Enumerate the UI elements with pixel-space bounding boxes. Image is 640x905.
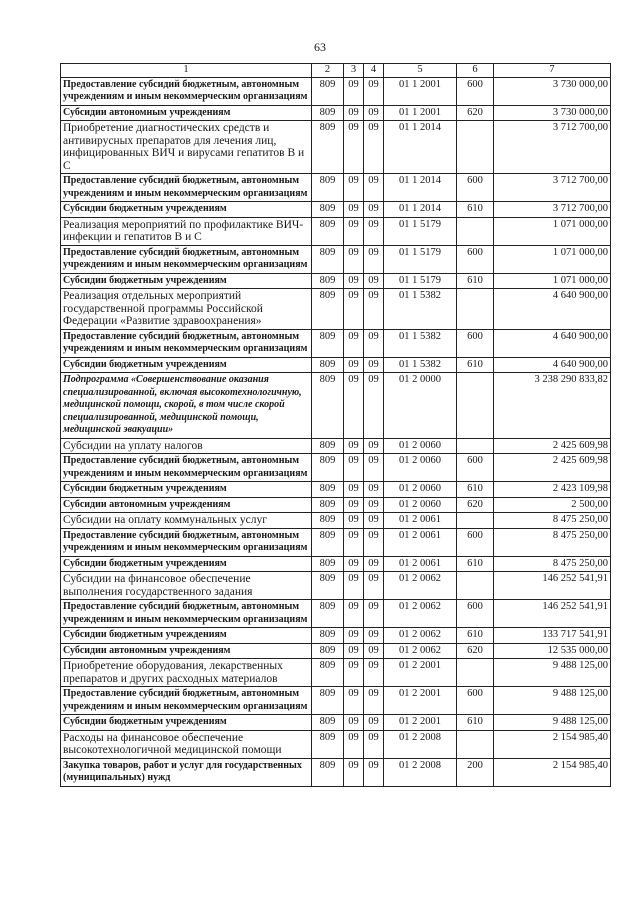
expense-type-cell: 600: [457, 600, 494, 628]
item-name-cell: Реализация отдельных мероприятий государственной программы Российской Федерации «Развитие здравоохранения»: [61, 289, 312, 330]
item-name-cell: Субсидии на финансовое обеспечение выполнения государственного задания: [61, 572, 312, 600]
target-article-cell: 01 1 5382: [384, 289, 457, 330]
target-article-cell: 01 2 0060: [384, 482, 457, 498]
amount-cell: 4 640 900,00: [494, 289, 611, 330]
target-article-cell: 01 2 2008: [384, 730, 457, 758]
section-code-cell: 09: [344, 730, 364, 758]
subsection-code-cell: 09: [364, 572, 384, 600]
amount-cell: 1 071 000,00: [494, 273, 611, 289]
header-col-3: 3: [344, 64, 364, 78]
amount-cell: 3 712 700,00: [494, 202, 611, 218]
item-name-cell: Субсидии автономным учреждениям: [61, 105, 312, 121]
table-row: [61, 528, 611, 556]
expense-type-cell: [457, 217, 494, 245]
target-article-cell: 01 2 0062: [384, 643, 457, 659]
section-code-cell: 09: [344, 628, 364, 644]
subsection-code-cell: 09: [364, 357, 384, 373]
subsection-code-cell: 09: [364, 497, 384, 513]
table-row: [61, 687, 611, 715]
table-row: [61, 482, 611, 498]
ved-code-cell: 809: [312, 454, 344, 482]
amount-cell: 146 252 541,91: [494, 600, 611, 628]
table-row: [61, 289, 611, 330]
ved-code-cell: 809: [312, 174, 344, 202]
expense-type-cell: 610: [457, 202, 494, 218]
amount-cell: 146 252 541,91: [494, 572, 611, 600]
ved-code-cell: 809: [312, 438, 344, 454]
target-article-cell: 01 1 5382: [384, 329, 457, 357]
subsection-code-cell: 09: [364, 245, 384, 273]
target-article-cell: 01 2 2001: [384, 659, 457, 687]
expense-type-cell: [457, 513, 494, 529]
amount-cell: 9 488 125,00: [494, 659, 611, 687]
subsection-code-cell: 09: [364, 628, 384, 644]
item-name-cell: Предоставление субсидий бюджетным, автономным учреждениям и иным некоммерческим организациям: [61, 528, 312, 556]
ved-code-cell: 809: [312, 217, 344, 245]
item-name-cell: Закупка товаров, работ и услуг для государственных (муниципальных) нужд: [61, 758, 312, 786]
amount-cell: 3 712 700,00: [494, 121, 611, 174]
item-name-cell: Предоставление субсидий бюджетным, автономным учреждениям и иным некоммерческим организациям: [61, 687, 312, 715]
item-name-cell: Субсидии автономным учреждениям: [61, 643, 312, 659]
amount-cell: 12 535 000,00: [494, 643, 611, 659]
section-code-cell: 09: [344, 373, 364, 439]
expense-type-cell: [457, 572, 494, 600]
target-article-cell: 01 1 2014: [384, 202, 457, 218]
table-row: [61, 600, 611, 628]
subsection-code-cell: 09: [364, 217, 384, 245]
expense-type-cell: 600: [457, 687, 494, 715]
item-name-cell: Предоставление субсидий бюджетным, автономным учреждениям и иным некоммерческим организациям: [61, 600, 312, 628]
subsection-code-cell: 09: [364, 289, 384, 330]
header-row: [61, 64, 611, 78]
ved-code-cell: 809: [312, 105, 344, 121]
item-name-cell: Субсидии автономным учреждениям: [61, 497, 312, 513]
section-code-cell: 09: [344, 482, 364, 498]
expense-type-cell: 200: [457, 758, 494, 786]
table-row: [61, 105, 611, 121]
section-code-cell: 09: [344, 715, 364, 731]
subsection-code-cell: 09: [364, 105, 384, 121]
ved-code-cell: 809: [312, 357, 344, 373]
target-article-cell: 01 2 0060: [384, 497, 457, 513]
subsection-code-cell: 09: [364, 482, 384, 498]
subsection-code-cell: 09: [364, 758, 384, 786]
header-col-6: 6: [457, 64, 494, 78]
item-name-cell: Приобретение оборудования, лекарственных препаратов и других расходных материалов: [61, 659, 312, 687]
item-name-cell: Предоставление субсидий бюджетным, автономным учреждениям и иным некоммерческим организациям: [61, 454, 312, 482]
target-article-cell: 01 1 5179: [384, 245, 457, 273]
target-article-cell: 01 2 0062: [384, 628, 457, 644]
page-number: 63: [314, 40, 326, 54]
subsection-code-cell: 09: [364, 556, 384, 572]
ved-code-cell: 809: [312, 715, 344, 731]
item-name-cell: Расходы на финансовое обеспечение высокотехнологичной медицинской помощи: [61, 730, 312, 758]
table-row: [61, 643, 611, 659]
item-name-cell: Приобретение диагностических средств и антивирусных препаратов для лечения лиц, инфицированных ВИЧ и вирусами гепатитов В и С: [61, 121, 312, 174]
expense-type-cell: 620: [457, 497, 494, 513]
expense-type-cell: [457, 730, 494, 758]
target-article-cell: 01 2 0061: [384, 556, 457, 572]
item-name-cell: Субсидии бюджетным учреждениям: [61, 482, 312, 498]
expense-type-cell: 600: [457, 528, 494, 556]
amount-cell: 2 154 985,40: [494, 758, 611, 786]
amount-cell: 2 423 109,98: [494, 482, 611, 498]
expense-type-cell: 600: [457, 174, 494, 202]
expense-type-cell: 620: [457, 105, 494, 121]
section-code-cell: 09: [344, 528, 364, 556]
subsection-code-cell: 09: [364, 600, 384, 628]
table-row: [61, 556, 611, 572]
target-article-cell: 01 2 0061: [384, 528, 457, 556]
ved-code-cell: 809: [312, 643, 344, 659]
expense-type-cell: 610: [457, 482, 494, 498]
item-name-cell: Субсидии бюджетным учреждениям: [61, 628, 312, 644]
section-code-cell: 09: [344, 273, 364, 289]
item-name-cell: Субсидии бюджетным учреждениям: [61, 202, 312, 218]
ved-code-cell: 809: [312, 687, 344, 715]
section-code-cell: 09: [344, 643, 364, 659]
section-code-cell: 09: [344, 758, 364, 786]
target-article-cell: 01 2 0060: [384, 454, 457, 482]
ved-code-cell: 809: [312, 245, 344, 273]
ved-code-cell: 809: [312, 77, 344, 105]
ved-code-cell: 809: [312, 659, 344, 687]
subsection-code-cell: 09: [364, 454, 384, 482]
target-article-cell: 01 1 2001: [384, 105, 457, 121]
table-row: [61, 497, 611, 513]
item-name-cell: Предоставление субсидий бюджетным, автономным учреждениям и иным некоммерческим организациям: [61, 174, 312, 202]
budget-table: [60, 63, 611, 787]
amount-cell: 4 640 900,00: [494, 329, 611, 357]
subsection-code-cell: 09: [364, 329, 384, 357]
item-name-cell: Подпрограмма «Совершенствование оказания специализированной, включая высокотехнологичную, медицинской помощи, скорой, в том числе скорой специализированной, медицинской помощи, медицинской эвакуации»: [61, 373, 312, 439]
ved-code-cell: 809: [312, 373, 344, 439]
table-row: [61, 628, 611, 644]
subsection-code-cell: 09: [364, 715, 384, 731]
subsection-code-cell: 09: [364, 730, 384, 758]
table-row: [61, 202, 611, 218]
amount-cell: 1 071 000,00: [494, 217, 611, 245]
expense-type-cell: 600: [457, 245, 494, 273]
expense-type-cell: 600: [457, 329, 494, 357]
ved-code-cell: 809: [312, 482, 344, 498]
target-article-cell: 01 1 5179: [384, 273, 457, 289]
ved-code-cell: 809: [312, 513, 344, 529]
subsection-code-cell: 09: [364, 513, 384, 529]
expense-type-cell: 610: [457, 357, 494, 373]
amount-cell: 2 154 985,40: [494, 730, 611, 758]
ved-code-cell: 809: [312, 329, 344, 357]
subsection-code-cell: 09: [364, 438, 384, 454]
ved-code-cell: 809: [312, 628, 344, 644]
ved-code-cell: 809: [312, 202, 344, 218]
subsection-code-cell: 09: [364, 174, 384, 202]
subsection-code-cell: 09: [364, 659, 384, 687]
target-article-cell: 01 1 2014: [384, 174, 457, 202]
table-row: [61, 715, 611, 731]
section-code-cell: 09: [344, 572, 364, 600]
table-row: [61, 77, 611, 105]
section-code-cell: 09: [344, 121, 364, 174]
expense-type-cell: [457, 121, 494, 174]
section-code-cell: 09: [344, 556, 364, 572]
expense-type-cell: 600: [457, 454, 494, 482]
amount-cell: 133 717 541,91: [494, 628, 611, 644]
amount-cell: 8 475 250,00: [494, 528, 611, 556]
target-article-cell: 01 1 2001: [384, 77, 457, 105]
ved-code-cell: 809: [312, 121, 344, 174]
section-code-cell: 09: [344, 329, 364, 357]
item-name-cell: Субсидии бюджетным учреждениям: [61, 357, 312, 373]
table-row: [61, 329, 611, 357]
table-row: [61, 572, 611, 600]
section-code-cell: 09: [344, 687, 364, 715]
target-article-cell: 01 2 2001: [384, 715, 457, 731]
expense-type-cell: [457, 373, 494, 439]
table-row: [61, 758, 611, 786]
header-col-2: 2: [312, 64, 344, 78]
section-code-cell: 09: [344, 513, 364, 529]
amount-cell: 2 500,00: [494, 497, 611, 513]
subsection-code-cell: 09: [364, 687, 384, 715]
table-row: [61, 454, 611, 482]
subsection-code-cell: 09: [364, 643, 384, 659]
table-row: [61, 513, 611, 529]
subsection-code-cell: 09: [364, 77, 384, 105]
table-row: [61, 357, 611, 373]
expense-type-cell: [457, 659, 494, 687]
ved-code-cell: 809: [312, 528, 344, 556]
subsection-code-cell: 09: [364, 528, 384, 556]
ved-code-cell: 809: [312, 730, 344, 758]
table-row: [61, 121, 611, 174]
ved-code-cell: 809: [312, 273, 344, 289]
section-code-cell: 09: [344, 245, 364, 273]
expense-type-cell: 610: [457, 556, 494, 572]
section-code-cell: 09: [344, 174, 364, 202]
header-col-5: 5: [384, 64, 457, 78]
amount-cell: 8 475 250,00: [494, 556, 611, 572]
amount-cell: 3 238 290 833,82: [494, 373, 611, 439]
subsection-code-cell: 09: [364, 202, 384, 218]
expense-type-cell: [457, 438, 494, 454]
amount-cell: 1 071 000,00: [494, 245, 611, 273]
table-row: [61, 730, 611, 758]
section-code-cell: 09: [344, 217, 364, 245]
amount-cell: 4 640 900,00: [494, 357, 611, 373]
header-col-7: 7: [494, 64, 611, 78]
amount-cell: 2 425 609,98: [494, 454, 611, 482]
section-code-cell: 09: [344, 497, 364, 513]
header-col-1: 1: [61, 64, 312, 78]
ved-code-cell: 809: [312, 600, 344, 628]
target-article-cell: 01 2 0061: [384, 513, 457, 529]
expense-type-cell: [457, 289, 494, 330]
header-col-4: 4: [364, 64, 384, 78]
section-code-cell: 09: [344, 659, 364, 687]
table-row: [61, 438, 611, 454]
target-article-cell: 01 2 0062: [384, 600, 457, 628]
ved-code-cell: 809: [312, 572, 344, 600]
target-article-cell: 01 2 2001: [384, 687, 457, 715]
amount-cell: 3 712 700,00: [494, 174, 611, 202]
table-row: [61, 174, 611, 202]
amount-cell: 9 488 125,00: [494, 715, 611, 731]
section-code-cell: 09: [344, 454, 364, 482]
target-article-cell: 01 1 2014: [384, 121, 457, 174]
ved-code-cell: 809: [312, 289, 344, 330]
target-article-cell: 01 2 2008: [384, 758, 457, 786]
item-name-cell: Субсидии на уплату налогов: [61, 438, 312, 454]
section-code-cell: 09: [344, 438, 364, 454]
subsection-code-cell: 09: [364, 121, 384, 174]
expense-type-cell: 600: [457, 77, 494, 105]
item-name-cell: Предоставление субсидий бюджетным, автономным учреждениям и иным некоммерческим организациям: [61, 77, 312, 105]
table-row: [61, 373, 611, 439]
expense-type-cell: 610: [457, 273, 494, 289]
target-article-cell: 01 1 5179: [384, 217, 457, 245]
amount-cell: 8 475 250,00: [494, 513, 611, 529]
section-code-cell: 09: [344, 202, 364, 218]
section-code-cell: 09: [344, 105, 364, 121]
item-name-cell: Субсидии на оплату коммунальных услуг: [61, 513, 312, 529]
subsection-code-cell: 09: [364, 273, 384, 289]
target-article-cell: 01 2 0000: [384, 373, 457, 439]
section-code-cell: 09: [344, 600, 364, 628]
item-name-cell: Предоставление субсидий бюджетным, автономным учреждениям и иным некоммерческим организациям: [61, 329, 312, 357]
amount-cell: 3 730 000,00: [494, 77, 611, 105]
expense-type-cell: 610: [457, 628, 494, 644]
section-code-cell: 09: [344, 77, 364, 105]
table-row: [61, 217, 611, 245]
item-name-cell: Субсидии бюджетным учреждениям: [61, 556, 312, 572]
item-name-cell: Реализация мероприятий по профилактике ВИЧ-инфекции и гепатитов В и С: [61, 217, 312, 245]
section-code-cell: 09: [344, 289, 364, 330]
subsection-code-cell: 09: [364, 373, 384, 439]
section-code-cell: 09: [344, 357, 364, 373]
table-row: [61, 273, 611, 289]
table-row: [61, 245, 611, 273]
amount-cell: 2 425 609,98: [494, 438, 611, 454]
item-name-cell: Предоставление субсидий бюджетным, автономным учреждениям и иным некоммерческим организациям: [61, 245, 312, 273]
table-row: [61, 659, 611, 687]
table-body: [61, 77, 611, 786]
target-article-cell: 01 2 0060: [384, 438, 457, 454]
expense-type-cell: 610: [457, 715, 494, 731]
item-name-cell: Субсидии бюджетным учреждениям: [61, 273, 312, 289]
item-name-cell: Субсидии бюджетным учреждениям: [61, 715, 312, 731]
target-article-cell: 01 2 0062: [384, 572, 457, 600]
ved-code-cell: 809: [312, 758, 344, 786]
target-article-cell: 01 1 5382: [384, 357, 457, 373]
table-header: [61, 64, 611, 78]
ved-code-cell: 809: [312, 497, 344, 513]
ved-code-cell: 809: [312, 556, 344, 572]
amount-cell: 9 488 125,00: [494, 687, 611, 715]
amount-cell: 3 730 000,00: [494, 105, 611, 121]
expense-type-cell: 620: [457, 643, 494, 659]
